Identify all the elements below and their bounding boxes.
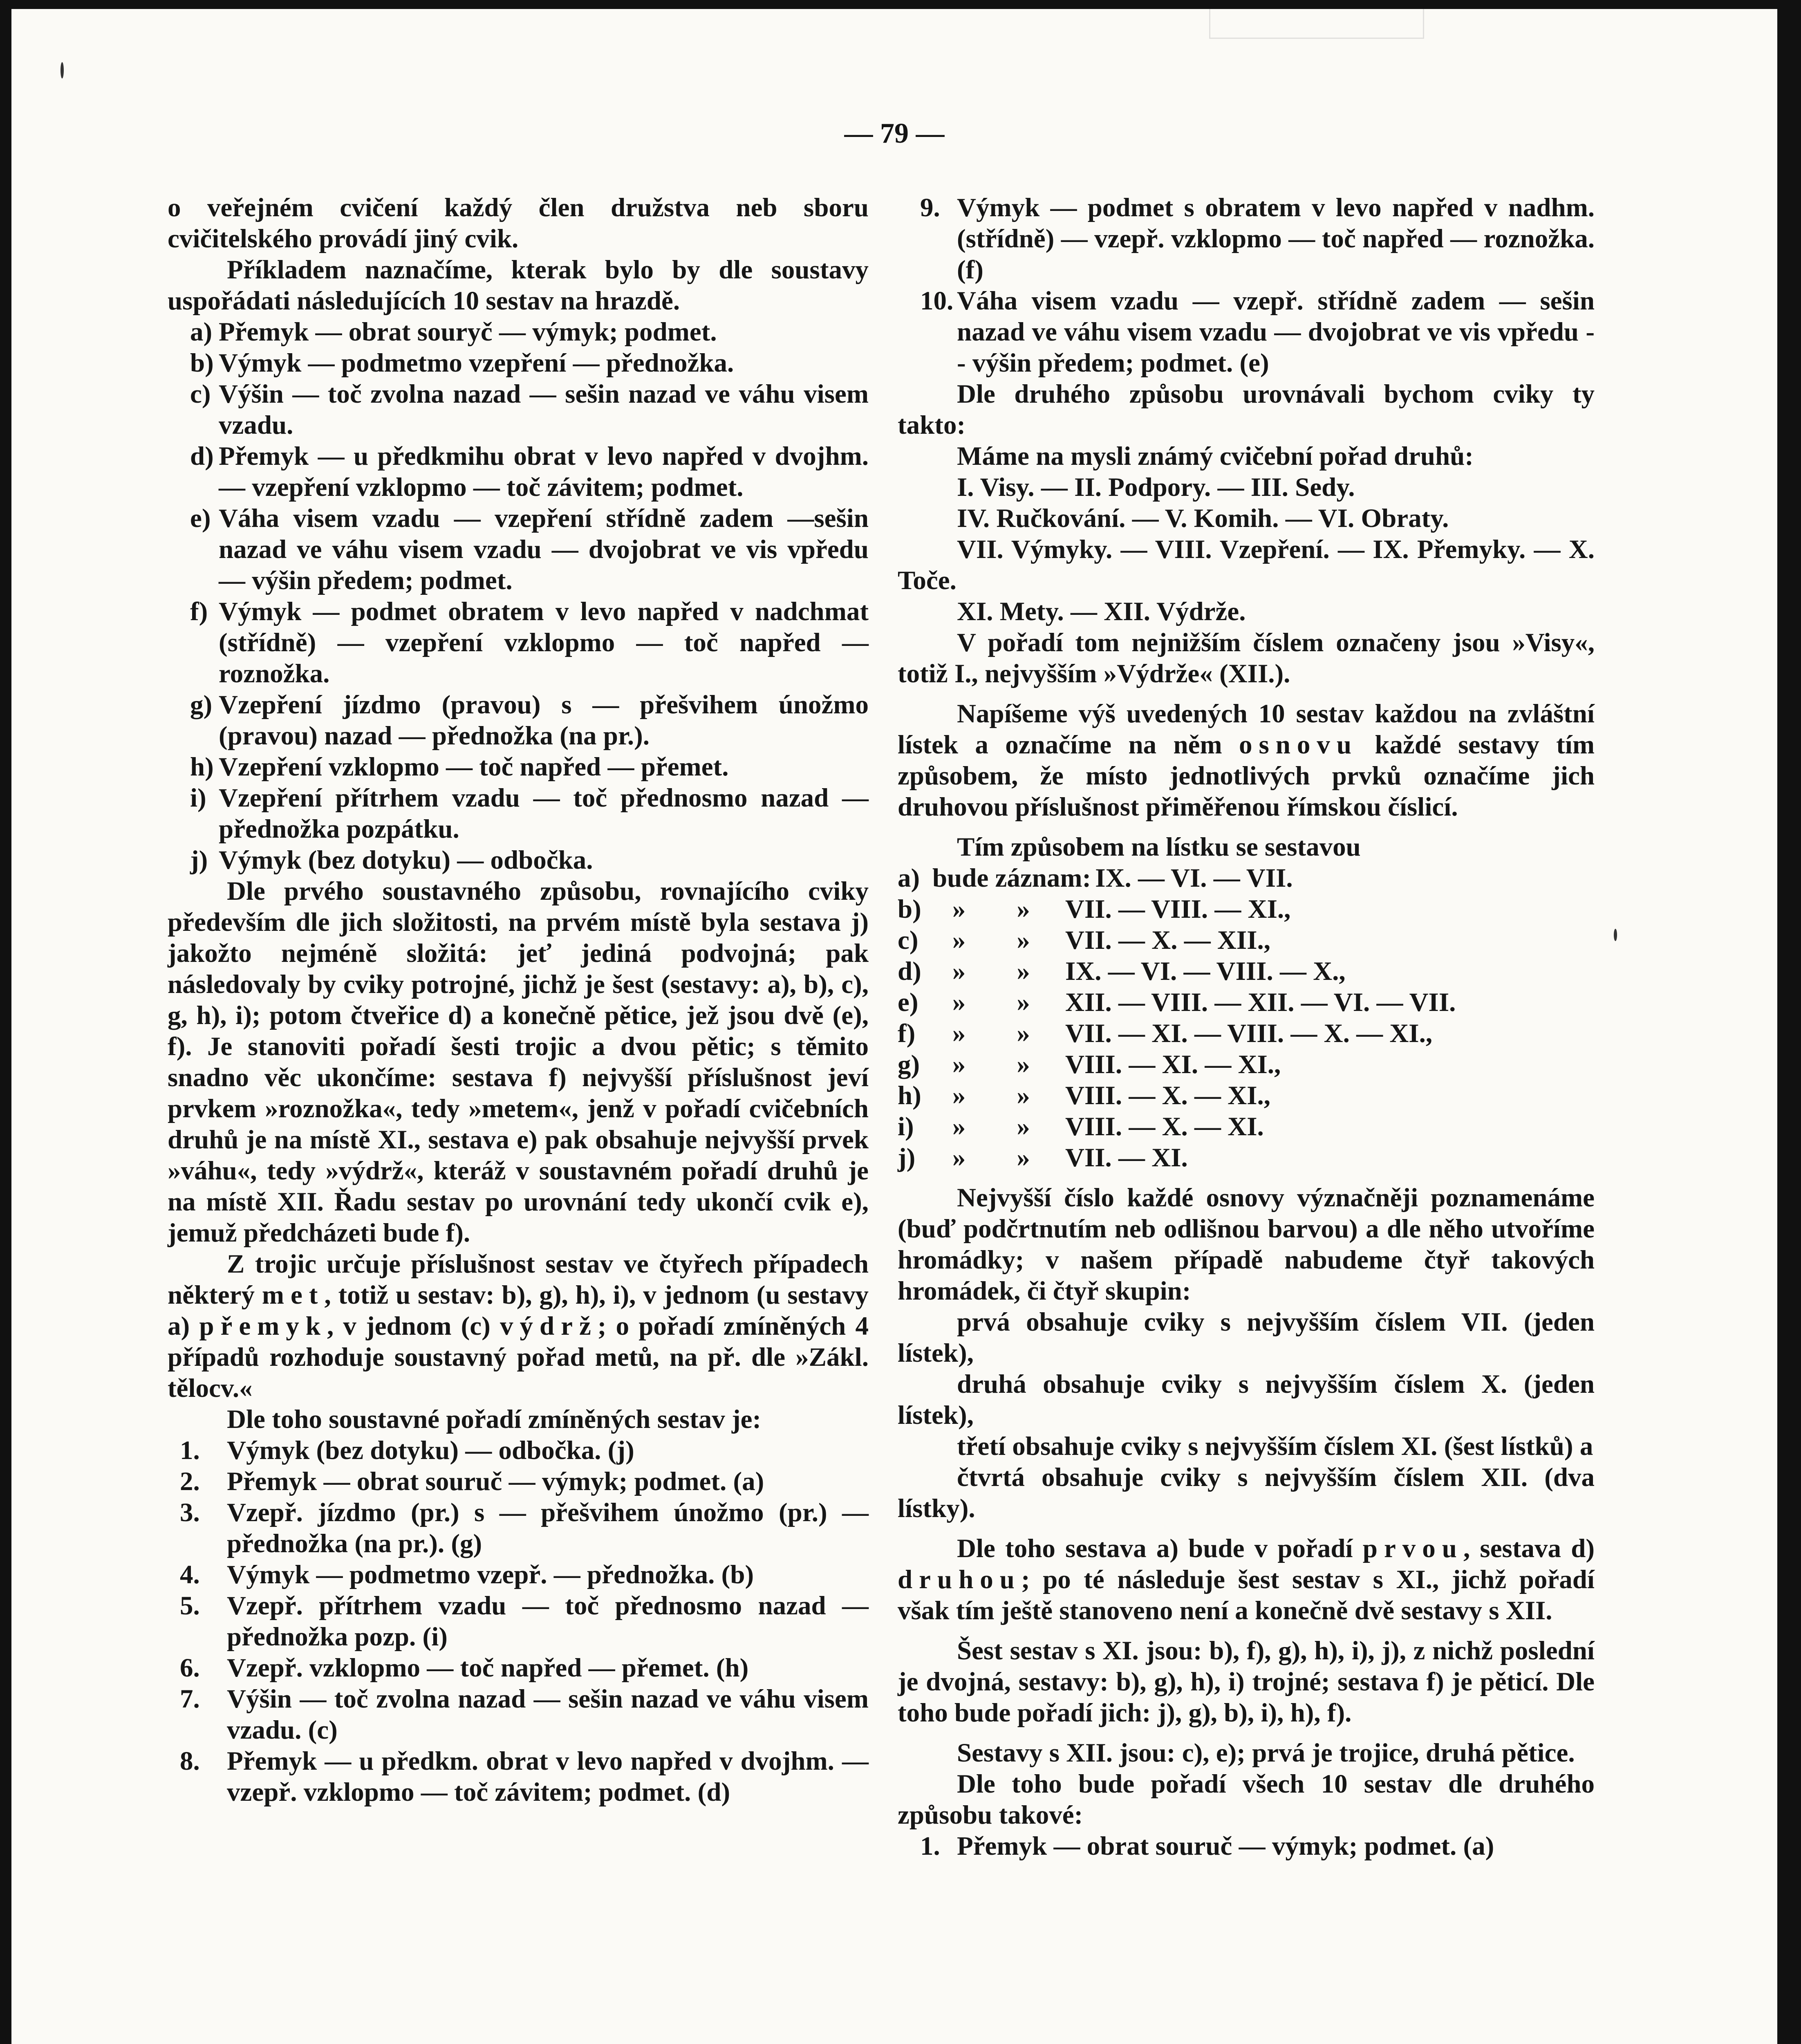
paragraph: Dle druhého způsobu urovnávali bychom cviky ty takto:: [898, 379, 1595, 440]
paragraph: IV. Ručkování. — V. Komih. — VI. Obraty.: [957, 504, 1449, 533]
list-item: j) Výmyk (bez dotyku) — odbočka.: [190, 845, 593, 875]
paragraph: Tím způsobem na lístku se sestavou: [957, 832, 1361, 862]
dust-speck: [1614, 929, 1617, 941]
paragraph: Sestavy s XII. jsou: c), e); prvá je trojice, druhá pětice.: [957, 1738, 1575, 1768]
left-column: [168, 192, 869, 1808]
table-row: e) » » XII. — VIII. — XII. — VI. — VII.: [898, 988, 1456, 1017]
spaced-word: prvou: [1362, 1534, 1463, 1563]
list-item: 9. Výmyk — podmet s obratem v levo napřed v nadhm. (střídně) — vzepř. vzklopmo — toč napřed — roznožka. (f): [920, 193, 1595, 285]
spaced-word: met: [262, 1280, 325, 1310]
paragraph: VII. Výmyky. — VIII. Vzepření. — IX. Přemyky. — X. Toče.: [898, 535, 1595, 595]
final-order-list: [898, 1831, 1595, 1862]
paragraph: Šest sestav s XI. jsou: b), f), g), h), i), j), z nichž poslední je dvojná, sestavy: b), g), h), i) trojné; sestava f) je pěticí. Dle toho bude pořadí jich: j), g), b), i), h), f).: [898, 1636, 1595, 1728]
list-item: 7. Výšin — toč zvolna nazad — sešin nazad ve váhu visem vzadu. (c): [180, 1684, 869, 1745]
paragraph: V pořadí tom nejnižším číslem označeny jsou »Visy«, totiž I., nejvyšším »Výdrže« (XII.).: [898, 628, 1595, 688]
paragraph: I. Visy. — II. Podpory. — III. Sedy.: [957, 473, 1355, 502]
table-row: f) » » VII. — XI. — VIII. — X. — XI.,: [898, 1019, 1433, 1048]
paragraph: druhá obsahuje cviky s nejvyšším číslem X. (jeden lístek),: [898, 1369, 1595, 1430]
spaced-word: přemyk: [199, 1311, 327, 1341]
table-row: b) » » VII. — VIII. — XI.,: [898, 894, 1291, 924]
paragraph: Dle toho soustavné pořadí zmíněných sestav je:: [227, 1405, 762, 1434]
paragraph: čtvrtá obsahuje cviky s nejvyšším číslem XII. (dva lístky).: [898, 1463, 1595, 1523]
list-item: g) Vzepření jízdmo (pravou) s — přešvihem únožmo (pravou) nazad — přednožka (na pr.).: [190, 690, 869, 751]
paragraph: třetí obsahuje cviky s nejvyšším číslem XI. (šest lístků) a: [957, 1432, 1593, 1461]
list-item: b) Výmyk — podmetmo vzepření — přednožka.: [190, 348, 734, 378]
list-item: c) Výšin — toč zvolna nazad — sešin nazad ve váhu visem vzadu.: [190, 379, 869, 440]
dust-speck: [60, 62, 64, 78]
paragraph: Nejvyšší číslo každé osnovy význačněji poznamenáme (buď podčrtnutím neb odlišnou barvou) a dle něho utvoříme hromádky; v našem případě nabudeme čtyř takových hromádek, či čtyř skupin:: [898, 1183, 1595, 1306]
table-row: g) » » VIII. — XI. — XI.,: [898, 1050, 1281, 1079]
list-item: 5. Vzepř. přítrhem vzadu — toč přednosmo nazad — přednožka pozp. (i): [180, 1591, 869, 1652]
list-item: 1. Přemyk — obrat souruč — výmyk; podmet. (a): [920, 1831, 1494, 1861]
list-item: i) Vzepření přítrhem vzadu — toč přednosmo nazad — přednožka pozpátku.: [190, 783, 869, 844]
scan-mark: [1209, 9, 1424, 39]
table-row: c) » » VII. — X. — XII.,: [898, 926, 1271, 955]
paragraph: Z trojic určuje příslušnost sestav ve čtyřech případech některý met, totiž u sestav: b), g), h), i), v jednom (u sestavy a) přemyk, v jednom (c) výdrž; o pořadí zmíněných 4 případů rozhoduje soustavný pořad metů, na př. dle »Zákl. tělocv.«: [168, 1249, 869, 1403]
records-table: [898, 863, 1595, 1173]
table-row: i) » » VIII. — X. — XI.: [898, 1112, 1264, 1141]
set-list: [168, 316, 869, 876]
paragraph: XI. Mety. — XII. Výdrže.: [957, 597, 1246, 626]
list-item: a) Přemyk — obrat sourуč — výmyk; podmet.: [190, 317, 717, 347]
table-row: h) » » VIII. — X. — XI.,: [898, 1081, 1271, 1110]
book-page: [11, 9, 1777, 2044]
spaced-word: osnovu: [1239, 730, 1358, 760]
paragraph: o veřejném cvičení každý člen družstva neb sboru cvičitelského provádí jiný cvik.: [168, 193, 869, 253]
paragraph: Máme na mysli známý cvičební pořad druhů:: [957, 442, 1474, 471]
list-item: 10. Váha visem vzadu — vzepř. střídně zadem — sešin nazad ve váhu visem vzadu — dvojobrat ve vis vpředu -- výšin předem; podmet. (e): [920, 286, 1595, 378]
paragraph: Dle toho bude pořadí všech 10 sestav dle druhého způsobu takové:: [898, 1769, 1595, 1830]
paragraph: Napíšeme výš uvedených 10 sestav každou na zvláštní lístek a označíme na něm osnovu každé sestavy tím způsobem, že místo jednotlivých prvků označíme jich druhovou příslušnost přiměřenou římskou číslicí.: [898, 699, 1595, 822]
paragraph: prvá obsahuje cviky s nejvyšším číslem VII. (jeden lístek),: [898, 1307, 1595, 1368]
order-list-continued: [898, 192, 1595, 379]
list-item: 1. Výmyk (bez dotyku) — odbočka. (j): [180, 1436, 634, 1465]
list-item: 8. Přemyk — u předkm. obrat v levo napřed v dvojhm. — vzepř. vzklopmo — toč závitem; podmet. (d): [180, 1746, 869, 1807]
list-item: e) Váha visem vzadu — vzepření střídně zadem —sešin nazad ve váhu visem vzadu — dvojobrat ve vis vpředu — výšin předem; podmet.: [190, 504, 869, 595]
list-item: 3. Vzepř. jízdmo (pr.) s — přešvihem únožmo (pr.) — přednožka (na pr.). (g): [180, 1498, 869, 1558]
paragraph: Dle toho sestava a) bude v pořadí prvou, sestava d) druhou; po té následuje šest sestav s XI., jichž pořadí však tím ještě stanoveno není a konečně dvě sestavy s XII.: [898, 1534, 1595, 1625]
paragraph: Příkladem naznačíme, kterak bylo by dle soustavy uspořádati následujících 10 sestav na hrazdě.: [168, 255, 869, 316]
list-item: h) Vzepření vzklopmo — toč napřed — přemet.: [190, 752, 729, 782]
list-item: f) Výmyk — podmet obratem v levo napřed v nadchmat (střídně) — vzepření vzklopmo — toč napřed — roznožka.: [190, 597, 869, 688]
spaced-word: výdrž: [500, 1311, 598, 1341]
table-row: j) » » VII. — XI.: [898, 1143, 1188, 1172]
list-item: 4. Výmyk — podmetmo vzepř. — přednožka. (b): [180, 1560, 754, 1589]
table-row: d) » » IX. — VI. — VIII. — X.,: [898, 957, 1346, 986]
page-number: — 79 —: [844, 118, 945, 149]
spaced-word: druhou: [898, 1565, 1021, 1594]
order-list: [168, 1435, 869, 1808]
list-item: 2. Přemyk — obrat souruč — výmyk; podmet. (a): [180, 1467, 764, 1496]
table-row: a) bude záznam: IX. — VI. — VII.: [898, 863, 1293, 893]
right-column: [898, 192, 1595, 1862]
list-item: 6. Vzepř. vzklopmo — toč napřed — přemet. (h): [180, 1653, 749, 1683]
list-item: d) Přemyk — u předkmihu obrat v levo napřed v dvojhm. — vzepření vzklopmo — toč závitem; podmet.: [190, 442, 869, 502]
paragraph: Dle prvého soustavného způsobu, rovnajícího cviky především dle jich složitosti, na prvém místě byla sestava j) jakožto nejméně složitá: jeť jediná podvojná; pak následovaly by cviky potrojné, jichž je šest (sestavy: a), b), c), g, h), i); potom čtveřice d) a konečně pětice, jež jsou dvě (e), f). Je stanoviti pořadí šesti trojic a dvou pětic; s těmito snadno věc ukončíme: sestava f) nejvyšší příslušnost jeví prvkem »roznožka«, tedy »metem«, jenž v pořadí cvičebních druhů je na místě XI., sestava e) pak obsahuje nejvyšší prvek »váhu«, tedy »výdrž«, kteráž v soustavném pořadí druhů je na místě XII. Řadu sestav po urovnání tedy ukončí cvik e), jemuž předcházeti bude f).: [168, 876, 869, 1248]
